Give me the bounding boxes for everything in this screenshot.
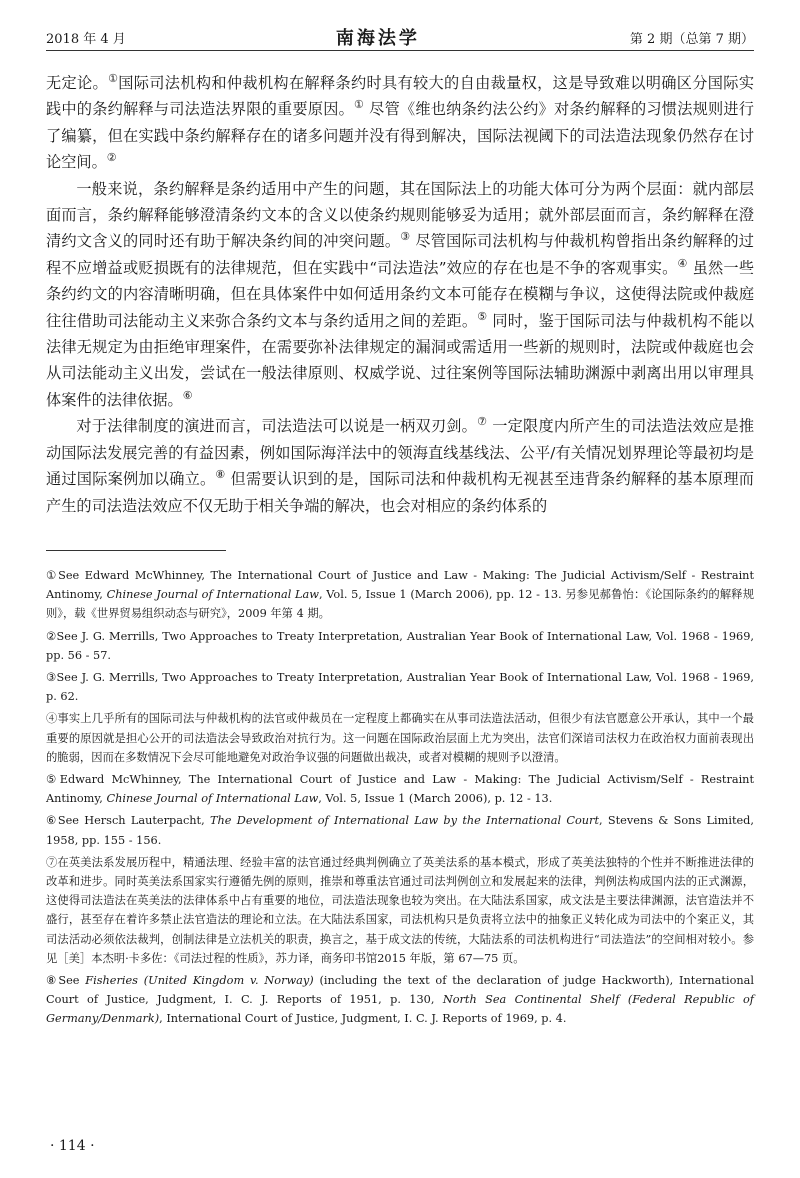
- footnote-text: , Vol. 5, Issue 1 (March 2006), pp. 12 - 13. 另参见郝鲁怡：《论国际条约的解释规则》，载《世界贸易组织动态与研究》，2009 年第 4 期。: [46, 588, 754, 621]
- text-run: 但需要认识到的是，国际司法和仲裁机构无视甚至违背条约解释的基本原理而产生的司法造法效应不仅无助于相关争端的解决，也会对相应的条约体系的: [46, 470, 754, 515]
- footnote-2: [46, 627, 754, 665]
- text-run: 国际司法机构和仲裁机构在解释条约时具有较大的自由裁量权，这是导致难以明确区分国际实践中的条约解释与司法造法界限的重要原因。: [46, 74, 755, 119]
- paragraph-3: [46, 413, 754, 519]
- text-run: 无定论。: [46, 74, 109, 92]
- footnote-ref[interactable]: ⑤: [477, 309, 488, 323]
- footnote-mark: ⑧: [46, 974, 59, 988]
- footnote-ref[interactable]: ①: [108, 71, 119, 85]
- footnote-case-name: Fisheries (United Kingdom v. Norway): [85, 974, 314, 988]
- page-number: · 114 ·: [50, 1138, 95, 1154]
- footnote-mark: ⑤: [46, 773, 60, 787]
- footnote-mark: ①: [46, 569, 59, 582]
- text-run: 尽管国际司法机构与仲裁机构曾指出条约解释的过程不应增益或贬损既有的法律规范，但在实践中“司法造法”效应的存在也是不争的客观事实。: [46, 232, 754, 277]
- footnote-6: [46, 811, 754, 849]
- footnote-book-title: The Development of International Law by the International Court: [209, 814, 600, 828]
- footnote-text: , Vol. 5, Issue 1 (March 2006), p. 12 - 13.: [318, 792, 553, 806]
- footnote-ref[interactable]: ①: [354, 98, 365, 112]
- header-journal-title: 南海法学: [335, 28, 420, 49]
- footnote-mark: ③: [46, 671, 57, 685]
- header-issue: 第 2 期（总第 7 期）: [629, 31, 754, 47]
- footnote-mark: ④: [46, 712, 58, 726]
- text-run: 虽然一些条约约文的内容清晰明确，但在具体案件中如何适用条约文本可能存在模糊与争议，这使得法院或仲裁庭往往借助司法能动主义来弥合条约文本与条约适用之间的差距。: [46, 258, 755, 330]
- footnote-5: [46, 770, 754, 808]
- footnote-4: [46, 709, 754, 767]
- footnote-ref[interactable]: ③: [400, 230, 411, 244]
- footnote-journal: Chinese Journal of International Law: [106, 588, 319, 602]
- footnotes: [46, 566, 754, 1032]
- footnote-mark: ②: [46, 629, 57, 643]
- footnote-journal: Chinese Journal of International Law: [106, 792, 319, 806]
- footnote-text: See J. G. Merrills, Two Approaches to Treaty Interpretation, Australian Year Book of International Law, Vol. 1968 - 1969, pp. 56 - 57.: [46, 629, 754, 662]
- footnote-case-name: North Sea Continental Shelf (Federal Republic of Germany/Denmark): [46, 993, 754, 1026]
- text-run: 一定限度内所产生的司法造法效应是推动国际法发展完善的有益因素，例如国际海洋法中的领海直线基线法、公平/有关情况划界理论等最初均是通过国际案例加以确立。: [46, 417, 755, 489]
- footnote-text: 事实上几乎所有的国际司法与仲裁机构的法官或仲裁员在一定程度上都确实在从事司法造法活动，但很少有法官愿意公开承认，其中一个最重要的原因就是担心公开的司法造法会导致政治对抗行为。这一问题在国际政治层面上尤为突出，法官们深谙司法权力在政治权力面前表现出的脆弱，因而在多数情况下会尽可能地避免对政治争议强的问题做出裁决，或者对模糊的规则予以澄清。: [46, 712, 754, 764]
- footnote-ref[interactable]: ④: [677, 256, 688, 270]
- footnote-text: 在英美法系发展历程中，精通法理、经验丰富的法官通过经典判例确立了英美法系的基本模式，形成了英美法独特的个性并不断推进法律的改革和进步。同时英美法系国家实行遵循先例的原则，推崇和尊重法官通过司法判例创立和发展起来的法律，判例法构成国内法的正式渊源，这使得司法造法在英美法的法律体系中占有重要的地位，司法造法现象也较为突出。在大陆法系国家，成文法是主要法律渊源，法官造法并不盛行，甚至存在着许多禁止法官造法的理论和立法。在大陆法系国家，司法机构只是负责将立法中的抽象正义转化成为司法中的个案正义，其司法活动必须依法裁判，创制法律是立法机关的职责，换言之，基于成文法的传统，大陆法系的司法机构进行“司法造法”的空间相对较小。参见［美］本杰明·卡多佐：《司法过程的性质》，苏力译，商务印书馆2015 年版，第 67—75 页。: [46, 855, 754, 965]
- footnote-text: See J. G. Merrills, Two Approaches to Treaty Interpretation, Australian Year Book of International Law, Vol. 1968 - 1969, p. 62.: [46, 671, 754, 704]
- header-date: 2018 年 4 月: [46, 31, 126, 47]
- footnote-1: [46, 566, 754, 624]
- footnote-7: [46, 853, 754, 968]
- footnote-8: [46, 971, 754, 1029]
- footnote-divider: [46, 550, 226, 551]
- text-run: 一般来说，条约解释是条约适用中产生的问题，其在国际法上的功能大体可分为两个层面：就内部层面而言，条约解释能够澄清条约文本的含义以使条约规则能够妥为适用；就外部层面而言，条约解释在澄清约文含义的同时还有助于解决条约间的冲突问题。: [46, 179, 754, 251]
- text-run: 同时，鉴于国际司法与仲裁机构不能以法律无规定为由拒绝审理案件，在需要弥补法律规定的漏洞或需适用一些新的规则时，法院或仲裁庭也会从司法能动主义出发，尝试在一般法律原则、权威学说、过往案例等国际法辅助渊源中剥离出用以审理具体案件的法律依据。: [46, 311, 755, 409]
- footnote-mark: ⑥: [46, 814, 58, 828]
- footnote-ref[interactable]: ⑦: [477, 415, 488, 429]
- footnote-ref[interactable]: ⑥: [182, 388, 193, 402]
- paragraph-2: [46, 176, 754, 414]
- footnote-text: See Edward McWhinney, The International Court of Justice and Law - Making: The Judicial Activism/Self - Restraint Antinomy,: [46, 569, 754, 602]
- main-text: [46, 70, 754, 519]
- footnote-text: , Stevens & Sons Limited, 1958, pp. 155 - 156.: [46, 814, 755, 847]
- footnote-ref[interactable]: ②: [106, 151, 117, 165]
- footnote-3: [46, 668, 754, 706]
- text-run: 对于法律制度的演进而言，司法造法可以说是一柄双刃剑。: [76, 417, 478, 436]
- running-header: [46, 24, 754, 51]
- footnote-text: See Hersch Lauterpacht,: [57, 814, 210, 828]
- paragraph-1: [46, 70, 754, 176]
- footnote-text: See: [58, 974, 86, 988]
- footnote-text: (including the text of the declaration of judge Hackworth), International Court of Justice, Judgment, I. C. J. Reports of 1951, p. 130,: [46, 974, 754, 1007]
- text-run: 尽管《维也纳条约法公约》对条约解释的习惯法规则进行了编纂，但在实践中条约解释存在的诸多问题并没有得到解决，国际法视阈下的司法造法现象仍然存在讨论空间。: [46, 100, 754, 172]
- footnote-text: , International Court of Justice, Judgment, I. C. J. Reports of 1969, p. 4.: [159, 1012, 567, 1026]
- footnote-mark: ⑦: [46, 855, 58, 869]
- footnote-text: Edward McWhinney, The International Court of Justice and Law - Making: The Judicial Activism/Self - Restraint Antinomy,: [46, 773, 755, 806]
- footnote-ref[interactable]: ⑧: [215, 468, 226, 482]
